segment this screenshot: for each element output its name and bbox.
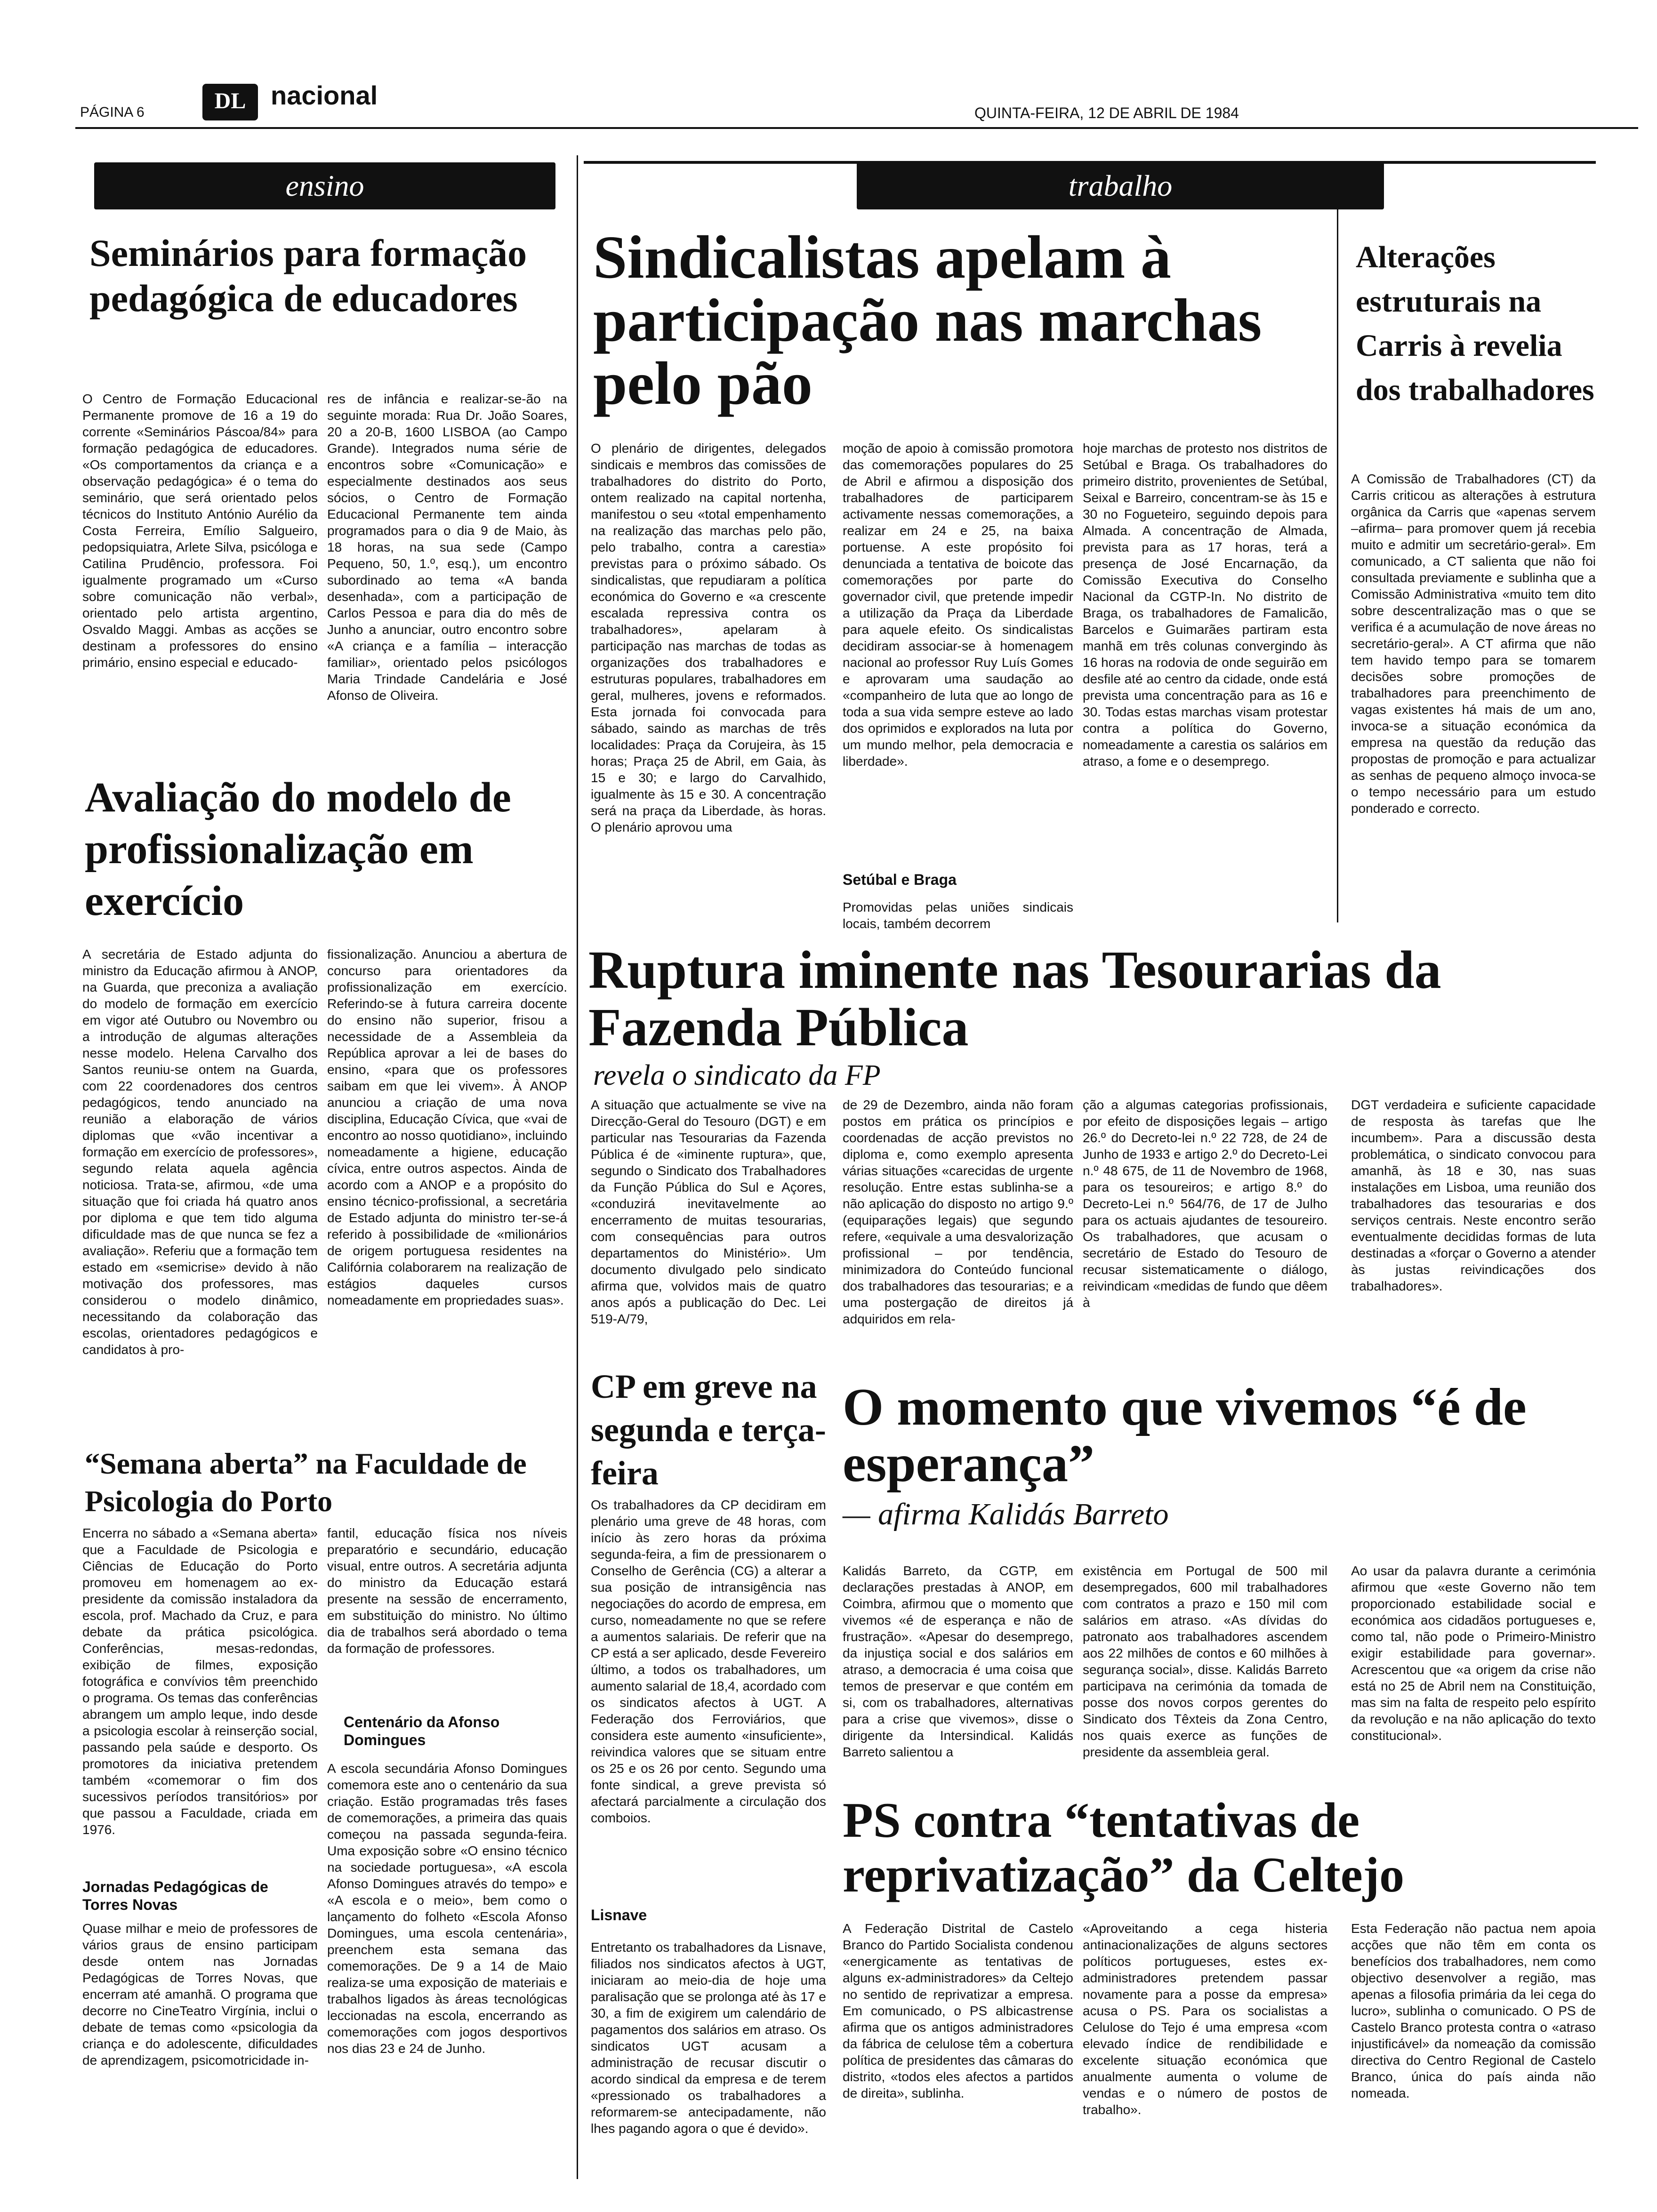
article-headline: O momento que vivemos “é de esperança”	[843, 1378, 1527, 1493]
newspaper-logo: DL	[202, 84, 258, 120]
article-body: Esta Federação não pactua nem apoia acções que não têm em conta os benefícios dos trabalhadores, nem como objectivo desenvolver a região, mas apenas a filosofia primária da lei cega do lucro», sublinha o comunicado. O PS de Castelo Branco protesta contra o «atraso injustificável» da nomeação da comissão directiva do Centro Regional de Castelo Branco, única do país ainda não nomeada.	[1351, 1921, 1596, 2100]
article-body: A escola secundária Afonso Domingues comemora este ano o centenário da sua criação. Estão programadas três fases de comemorações, a primeira das quais começou na passada segunda-feira. Uma exposição sobre «O ensino técnico na sociedade portuguesa», «A escola Afonso Domingues através do tempo» e «A escola e o meio», bem como o lançamento do folheto «Escola Afonso Domingues, uma escola centenária», preenchem esta semana das comemorações. De 9 a 14 de Maio realiza-se uma exposição de materiais e trabalhos ligados às áreas tecnológicas leccionadas na escola, encerrando as comemorações com jogos desportivos nos dias 23 e 24 de Junho.	[327, 1761, 567, 2056]
article-body: fantil, educação física nos níveis preparatório e secundário, educação visual, entre outros. A secretária adjunta do ministro da Educação estará presente na sessão de encerramento, em substituição do ministro. No último dia de trabalhos será abordado o tema da formação de professores.	[327, 1526, 567, 1656]
article-body: res de infância e realizar-se-ão na seguinte morada: Rua Dr. João Soares, 20 a 20-B, 1600 LISBOA (ao Campo Grande). Integrados numa série de encontros sobre «Comunicação» e especialmente destinados aos seus sócios, o Centro de Formação Educacional Permanente tem ainda programados para o dia 9 de Maio, às 18 horas, na sua sede (Campo Pequeno, 50, 1.º, esq.), um encontro subordinado ao tema «A banda desenhada», com a participação de Carlos Pessoa e para dia do mês de Junho a anunciar, outro encontro sobre «A criança e a família – interacção familiar», orientado pelos psicólogos Maria Trindade Candelária e José Afonso de Oliveira.	[327, 392, 567, 703]
article-subhead: Centenário da Afonso Domingues	[344, 1714, 500, 1748]
article-body: A Comissão de Trabalhadores (CT) da Carris criticou as alterações à estrutura orgânica da Carris que «apenas servem –afirma– para promover quem já recebia muito e admitir um secretário-geral». Em comunicado, a CT salienta que não foi consultada previamente e sublinha que a Comissão Administrativa «muito tem dito sobre descentralização mas o que se verifica é a acumulação de nove áreas no secretário-geral». A CT afirma que não tem havido tempo para se tomarem decisões sobre promoções de trabalhadores para preenchimento de vagas existentes há mais de um ano, invoca-se a situação económica da empresa na questão da redução das propostas de promoção e para actualizar as senhas de pequeno almoço invoca-se o tempo necessário para um estudo ponderado e correcto.	[1351, 472, 1596, 816]
article-body: O plenário de dirigentes, delegados sindicais e membros das comissões de trabalhadores do distrito do Porto, ontem realizado na capital nortenha, manifestou o seu «total empenhamento na realização das marchas pelo pão, pelo trabalho, contra a carestia» previstas para o próximo sábado. Os sindicalistas, que repudiaram a política económica do Governo e «a crescente escalada repressiva contra os trabalhadores», apelaram à participação nas marchas de todas as organizações dos trabalhadores e estruturas populares, trabalhadores em geral, mulheres, jovens e reformados. Esta jornada foi convocada para sábado, saindo as marchas de três localidades: Praça da Corujeira, às 15 horas; Praça 25 de Abril, em Gaia, às 15 e 30; e largo do Carvalhido, igualmente às 15 e 30. A concentração será na praça da Liberdade, às horas. O plenário aprovou uma	[591, 441, 826, 834]
article-body: A situação que actualmente se vive na Direcção-Geral do Tesouro (DGT) e em particular nas Tesourarias da Fazenda Pública é de «iminente ruptura», que, segundo o Sindicato dos Trabalhadores da Função Pública do Sul e Açores, «conduzirá inevitavelmente ao encerramento de muitas tesourarias, com consequências para outros departamentos do Ministério». Um documento divulgado pelo sindicato afirma que, volvidos mais de quatro anos após a publicação do Dec. Lei 519-A/79,	[591, 1098, 826, 1326]
masthead-rule	[75, 127, 1638, 129]
article-body: fissionalização. Anunciou a abertura de concurso para orientadores da profissionalização em exercício. Referindo-se à futura carreira docente do ensino não superior, frisou a necessidade de a Assembleia da República aprovar a lei de bases do ensino, «para que os professores saibam em que lei vivem». À ANOP anunciou a criação de uma nova disciplina, Educação Cívica, que «vai de encontro ao nosso quotidiano», incluindo nomeadamente a higiene, educação cívica, entre outros aspectos. Ainda de acordo com a ANOP e a propósito do ensino técnico-profissional, a secretária de Estado adjunta do ministro ter-se-á referido à possibilidade de «milionários de origem portuguesa residentes na Califórnia colaborarem na realização de estágios daqueles cursos nomeadamente em propriedades suas».	[327, 947, 567, 1307]
article-headline: PS contra “tentativas de reprivatização” da Celtejo	[843, 1793, 1405, 1902]
article-headline: CP em greve na segunda e terça-feira	[591, 1368, 826, 1492]
article-body: «Aproveitando a cega histeria antinacionalizações de alguns sectores políticos portugueses, estes ex-administradores pretendem passar novamente para a posse da empresa» acusa o PS. Para os socialistas a Celulose do Tejo é uma empresa «com elevado índice de rendibilidade e excelente situação económica que anualmente aumenta o volume de vendas e o número de postos de trabalho».	[1083, 1921, 1327, 2117]
article-headline: Seminários para formação pedagógica de educadores	[89, 232, 527, 320]
article-body: Ao usar da palavra durante a cerimónia afirmou que «este Governo não tem proporcionado estabilidade social e económica aos cidadãos portugueses e, como tal, não pode o Primeiro-Ministro exigir estabilidade para governar». Acrescentou que «a origem da crise não está no 25 de Abril nem na Constituição, mas sim na falta de respeito pelo espírito da revolução e na não aplicação do texto constitucional».	[1351, 1563, 1596, 1743]
article-body: moção de apoio à comissão promotora das comemorações populares do 25 de Abril e afirmou a disposição dos trabalhadores de participarem activamente nessas comemorações, a realizar em 24 e 25, na baixa portuense. A este propósito foi denunciada a tentativa de boicote das comemorações por parte do governador civil, que pretende impedir a utilização da Praça da Liberdade para aquele efeito. Os sindicalistas decidiram associar-se à homenagem nacional ao professor Ruy Luís Gomes e aprovaram uma saudação ao «companheiro de luta que ao longo de toda a sua vida sempre esteve ao lado dos oprimidos e explorados na luta por um mundo melhor, pela democracia e liberdade».	[843, 441, 1073, 769]
article-headline: Sindicalistas apelam à participação nas marchas pelo pão	[593, 224, 1262, 417]
article-headline: Alterações estruturais na Carris à revelia dos trabalhadores	[1356, 240, 1594, 407]
page-number: PÁGINA 6	[80, 104, 145, 120]
article-body: Promovidas pelas uniões sindicais locais, também decorrem	[843, 900, 1073, 931]
section-banner-ensino: ensino	[94, 162, 555, 209]
article-body: de 29 de Dezembro, ainda não foram postos em prática os princípios e coordenadas de acção previstos no diploma e, como exemplo apresenta várias situações «carecidas de urgente resolução. Entre estas sublinha-se a não aplicação do disposto no artigo 9.º (equiparações legais) que segundo refere, «equivale a uma desvalorização profissional – por tendência, minimizadora do Conteúdo funcional dos trabalhadores das tesourarias; e a uma postergação de direitos já adquiridos em rela-	[843, 1098, 1073, 1326]
article-headline: “Semana aberta” na Faculdade de Psicologia do Porto	[85, 1447, 527, 1518]
article-headline: Avaliação do modelo de profissionalização em exercício	[85, 774, 511, 924]
article-body: O Centro de Formação Educacional Permanente promove de 16 a 19 do corrente «Seminários Páscoa/84» para formação pedagógica de educadores. «Os comportamentos da criança e a observação pedagógica» é o tema do seminário, que será orientado pelos técnicos do Instituto António Aurélio da Costa Ferreira, Emílio Salgueiro, pedopsiquiatra, Arlete Silva, psicóloga e Catilina Prudêncio, professora. Foi igualmente programado um «Curso sobre comunicação não verbal», orientado pelo artista argentino, Osvaldo Maggi. Ambas as acções se destinam a professores do ensino primário, ensino especial e educado-	[82, 392, 318, 670]
article-subhead: Jornadas Pedagógicas de Torres Novas	[82, 1878, 268, 1913]
section-banner-trabalho: trabalho	[857, 162, 1384, 209]
column-divider	[577, 155, 578, 2179]
article-subtitle: — afirma Kalidás Barreto	[843, 1497, 1169, 1531]
article-body: Quase milhar e meio de professores de vários graus de ensino participam desde ontem nas Jornadas Pedagógicas de Torres Novas, que encerram até amanhã. O programa que decorre no CineTeatro Virgínia, inclui o debate de temas como «psicologia da criança e do adolescente, dificuldades de aprendizagem, psicomotricidade in-	[82, 1921, 318, 2068]
article-body: DGT verdadeira e suficiente capacidade de resposta às tarefas que lhe incumbem». Para a discussão desta problemática, o sindicato convocou para amanhã, às 18 e 30, nas suas instalações em Lisboa, uma reunião dos trabalhadores das tesourarias e dos serviços centrais. Neste encontro serão eventualmente decididas formas de luta destinadas a «forçar o Governo a atender às justas reivindicações dos trabalhadores».	[1351, 1098, 1596, 1293]
article-subhead: Lisnave	[591, 1907, 647, 1923]
article-body: Entretanto os trabalhadores da Lisnave, filiados nos sindicatos afectos à UGT, iniciaram ao meio-dia de hoje uma paralisação que se prolonga até às 17 e 30, a fim de exigirem um calendário de pagamentos dos salários em atraso. Os sindicatos UGT acusam a administração de recusar discutir o acordo sindical da empresa e de terem «pressionado os trabalhadores a reformarem-se antecipadamente, não lhes pagando agora o que é devido».	[591, 1940, 826, 2136]
section-name: nacional	[271, 80, 378, 110]
article-headline: Ruptura iminente nas Tesourarias da Fazenda Pública	[588, 940, 1441, 1057]
column-divider	[1337, 198, 1338, 922]
trabalho-top-rule	[584, 161, 1596, 164]
article-body: A secretária de Estado adjunta do ministro da Educação afirmou à ANOP, na Guarda, que preconiza a avaliação do modelo de formação em exercício em vigor até Outubro ou Novembro ou a introdução de algumas alterações nesse modelo. Helena Carvalho dos Santos reuniu-se ontem na Guarda, com 22 coordenadores dos centros pedagógicos, tendo anunciado na reunião a elaboração de vários diplomas que «vão incentivar a formação em exercício de professores», segundo relata aquela agência noticiosa. Trata-se, afirmou, «de uma situação que foi criada há quatro anos por diploma e que tem tido alguma dificuldade mas de que nunca se fez a avaliação». Referiu que a formação tem estado em «semicrise» devido à não motivação dos professores, mas considerou o modelo dinâmico, necessitando da colaboração das escolas, orientadores pedagógicos e candidatos à pro-	[82, 947, 318, 1357]
article-body: Kalidás Barreto, da CGTP, em declarações prestadas à ANOP, em Coimbra, afirmou que o momento que vivemos «é de esperança e não de frustração». «Apesar do desemprego, da injustiça social e dos salários em atraso, a democracia é uma coisa que temos de preservar e que contém em si, com os trabalhadores, alternativas para a crise que vivemos», disse o dirigente da Intersindical. Kalidás Barreto salientou a	[843, 1563, 1073, 1759]
article-body: Os trabalhadores da CP decidiram em plenário uma greve de 48 horas, com início às zero horas da próxima segunda-feira, a fim de pressionarem o Conselho de Gerência (CG) a alterar a sua posição de intransigência nas negociações do acordo de empresa, em curso, nomeadamente no que se refere a aumentos salariais. De referir que na CP está a ser aplicado, desde Fevereiro último, a todos os trabalhadores, um aumento salarial de 18,4, acordado com os sindicatos afectos à UGT. A Federação dos Ferroviários, que considera este aumento «insuficiente», reivindica valores que se situam entre os 25 e os 26 por cento. Segundo uma fonte sindical, a greve prevista só afectará parcialmente a circulação dos comboios.	[591, 1498, 826, 1825]
article-subtitle: revela o sindicato da FP	[593, 1059, 881, 1091]
article-body: A Federação Distrital de Castelo Branco do Partido Socialista condenou «energicamente as tentativas de alguns ex-administradores» da Celtejo no sentido de reprivatizar a empresa. Em comunicado, o PS albicastrense afirma que os antigos administradores da fábrica de celulose têm a cobertura política de presidentes das câmaras do distrito, «todos eles afectos a partidos de direita», sublinha.	[843, 1921, 1073, 2100]
article-body: ção a algumas categorias profissionais, por efeito de disposições legais – artigo 26.º do Decreto-lei n.º 22 728, de 24 de Junho de 1933 e artigo 2.º do Decreto-Lei n.º 48 675, de 11 de Novembro de 1968, para os tesoureiros; e artigo 8.º do Decreto-Lei n.º 564/76, de 17 de Julho para os actuais ajudantes de tesoureiro. Os trabalhadores, que acusam o secretário de Estado do Tesouro de recusar sistematicamente o diálogo, reivindicam «medidas de fundo que dêem à	[1083, 1098, 1327, 1310]
page-date: QUINTA-FEIRA, 12 DE ABRIL DE 1984	[974, 104, 1239, 121]
article-body: Encerra no sábado a «Semana aberta» que a Faculdade de Psicologia e Ciências de Educação do Porto promoveu em homenagem ao ex-presidente da comissão instaladora da escola, prof. Machado da Cruz, e para debate da prática psicológica. Conferências, mesas-redondas, exibição de filmes, exposição fotográfica e convívios têm preenchido o programa. Os temas das conferências abrangem um amplo leque, indo desde a psicologia escolar à reinserção social, passando pela saúde e desporto. Os promotores da iniciativa pretendem também «comemorar o fim dos sucessivos períodos transitórios» por que passou a Faculdade, criada em 1976.	[82, 1526, 318, 1837]
article-body: existência em Portugal de 500 mil desempregados, 600 mil trabalhadores com contratos a prazo e 150 mil com salários em atraso. «As dívidas do patronato aos trabalhadores ascendem aos 22 milhões de contos e 60 milhões à segurança social», disse. Kalidás Barreto participava na cerimónia da tomada de posse dos novos corpos gerentes do Sindicato dos Têxteis da Zona Centro, nos quais exerce as funções de presidente da assembleia geral.	[1083, 1563, 1327, 1759]
article-subhead: Setúbal e Braga	[843, 871, 957, 888]
article-body: hoje marchas de protesto nos distritos de Setúbal e Braga. Os trabalhadores do primeiro distrito, provenientes de Setúbal, Seixal e Barreiro, concentram-se às 15 e 30 no Fogueteiro, seguindo depois para Almada. A concentração de Almada, prevista para as 17 horas, terá a presença de José Encarnação, da Comissão Executiva do Conselho Nacional da CGTP-In. No distrito de Braga, os trabalhadores de Famalicão, Barcelos e Guimarães partiram esta manhã em três colunas convergindo às 16 horas na rodovia de onde seguirão em desfile até ao centro da cidade, onde está prevista uma concentração para as 16 e 30. Todas estas marchas visam protestar contra a política do Governo, nomeadamente a carestia os salários em atraso, a fome e o desemprego.	[1083, 441, 1327, 769]
